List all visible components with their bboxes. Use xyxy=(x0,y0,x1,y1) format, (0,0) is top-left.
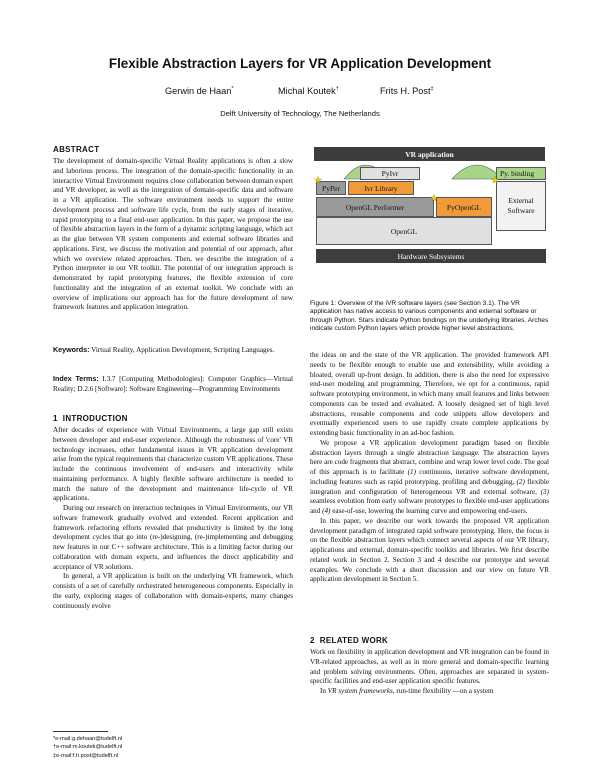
py-binding-layer: Py. binding xyxy=(496,167,546,180)
vr-application-layer: VR application xyxy=(314,147,545,161)
author-2: Michal Koutek† xyxy=(278,86,339,97)
footnote-divider xyxy=(53,731,108,732)
abstract-text: The development of domain-specific Virtual Reality applications is often a slow and laborious process. The integration of the domain-specific functionality in an interactive Virtual Environment requires close collaboration between domain expert and VR developer, as well as the integration of domain-specific data and software in a VR application. The software environment needs to support the entire development process and software life cycle, from the early stages of iterative, rapid prototyping to a final end-user application. In this paper, we propose the use of flexible abstraction layers in the form of a dynamic scripting language, which act as the glue between VR system components and external software libraries and applications. First, we discuss the motivation and potential of our approach, after which we overview related approaches. Then, we describe the integration of a Python interpreter in our VR toolkit. The potential of our integration approach is demonstrated by rapid prototyping features, the flexible extension of core functionality and the integration of an external toolkit. We conclude with an overview of implications our approach has for the future development of new framework features and application integration. xyxy=(53,157,293,312)
footnotes xyxy=(53,735,122,760)
author-3: Frits H. Post‡ xyxy=(380,86,434,97)
keywords: Keywords: Virtual Reality, Application Development, Scripting Languages. xyxy=(53,346,275,354)
affiliation: Delft University of Technology, The Netherlands xyxy=(220,109,380,118)
star-icon: ★ xyxy=(491,175,500,185)
right-paragraph-2: We propose a VR application development paradigm based on flexible abstraction layers through a single abstraction language. The abstraction layers here are code fragments that abstract, combine and wrap lower level code. The goal of this approach is to facilitate (1) continuous, iterative software development, including features such as rapid prototyping, profiling and debugging, (2) flexible integration and configuration of heterogeneous VR and external software, (3) seamless evolution from early software prototypes to flexible end-user applications and (4) ease-of-use, lowering the learning curve and empowering end-users. xyxy=(310,438,549,515)
related-work-heading: 2 RELATED WORK xyxy=(310,636,389,645)
intro-heading: 1 INTRODUCTION xyxy=(53,414,128,423)
opengl-performer-layer: OpenGL Performer xyxy=(316,197,434,217)
figure-caption: Figure 1: Overview of the iVR software layers (see Section 3.1). The VR application has native access to various components and external software or through Python. Stars indicate Python bindings on the underlying libraries. Arches indicate custom Python layers which provide higher level abstractions. xyxy=(310,300,549,333)
figure-stars xyxy=(310,145,549,279)
related-paragraph-2: In VR system frameworks, run-time flexibility —on a system xyxy=(320,687,494,695)
right-paragraph-1: the ideas on and the state of the VR application. The provided framework API needs to be flexible enough to enable use and extensibility, while avoiding a bloated, overall up-front design. In addition, there is also the need for expressive end-user modeling and programming. Therefore, we opt for a continuous, rapid software prototyping environment, in which many small features and links between components can be tested and evaluated. A loosely designed set of high level abstractions, reusable components and code snippets allow developers and eventually experienced users to use rapidly create complete applications by extending basic functionality in an ad-hoc fashion. xyxy=(310,351,549,437)
opengl-layer: OpenGL xyxy=(316,217,492,245)
star-icon: ★ xyxy=(314,175,323,185)
index-terms: Index Terms: I.3.7 [Computing Methodologies]: Computer Graphics—Virtual Reality; D.2.6 [Software]: Software Engineering—Programming Environments xyxy=(53,375,293,393)
software-layers-figure xyxy=(310,145,549,279)
related-paragraph-1: Work on flexibility in application development and VR integration can be found in VR-related approaches, as well as in more general and domain-specific learning and problem solving environments. Often, approaches are separated in system-specific facilities and end-user application specific features. xyxy=(310,648,549,686)
footnote-1: *e-mail:g.dehaan@tudelft.nl xyxy=(53,736,123,742)
author-1: Gerwin de Haan* xyxy=(165,86,234,97)
intro-paragraph-3: In general, a VR application is built on the underlying VR framework, which consists of a set of carefully orchestrated heterogeneous components. Especially in the early, exploring stages of collaboration with domain-experts, many changes continuously evolve xyxy=(53,572,293,610)
right-paragraph-3: In this paper, we describe our work towards the proposed VR application development paradigm of integrated rapid software prototyping. Here, the focus is on the flexible abstraction layers which connect several aspects of our VR library, applications and external, domain-specific toolkits and libraries. We first describe related work in Section 2. Section 3 and 4 describe our prototype and several examples. We conclude with a short discussion and our view on future VR application development in Section 5. xyxy=(310,516,549,584)
pyper-layer: PyPer xyxy=(316,181,346,195)
intro-paragraph-1: After decades of experience with Virtual Environments, a large gap still exists between developer and end-user experience. Although the robustness of 'core' VR technology increases, other fundamental issues in VR application development arise from the typical requirements that characterize custom VR applications. These include the continuous involvement of end-users and interactivity while maintaining performance. A highly flexible software architecture is needed to match the nature of the development and maintenance life-cycle of VR applications. xyxy=(53,426,293,503)
intro-text xyxy=(53,426,293,611)
paper-title: Flexible Abstraction Layers for VR Application Development xyxy=(108,56,492,71)
right-column-text xyxy=(310,351,549,585)
abstract-heading: ABSTRACT xyxy=(53,145,100,154)
related-work-text xyxy=(310,648,549,697)
pyopengl-layer: PyOpenGL xyxy=(436,197,492,217)
footnote-2: †e-mail:m.koutek@tudelft.nl xyxy=(53,744,123,751)
external-software-layer: External Software xyxy=(496,181,546,231)
pyivr-layer: PyIvr xyxy=(360,167,420,180)
hardware-subsystems-layer: Hardware Subsystems xyxy=(316,249,546,263)
intro-paragraph-2: During our research on interaction techniques in Virtual Environments, our VR software framework gradually evolved and extended. Recent application and framework refactoring efforts revealed that productivity is limited by the long development cycles that go into (re-)designing, (re-)implementing and debugging new features in our C++ software architecture. This is a limiting factor during our collaboration with domain experts, and influences the direct applicability and acceptance of VR solutions. xyxy=(53,504,293,571)
star-icon: ★ xyxy=(430,193,439,203)
ivr-library-layer: Ivr Library xyxy=(348,181,414,195)
footnote-3: ‡e-mail:f.h.post@tudelft.nl xyxy=(53,752,119,759)
